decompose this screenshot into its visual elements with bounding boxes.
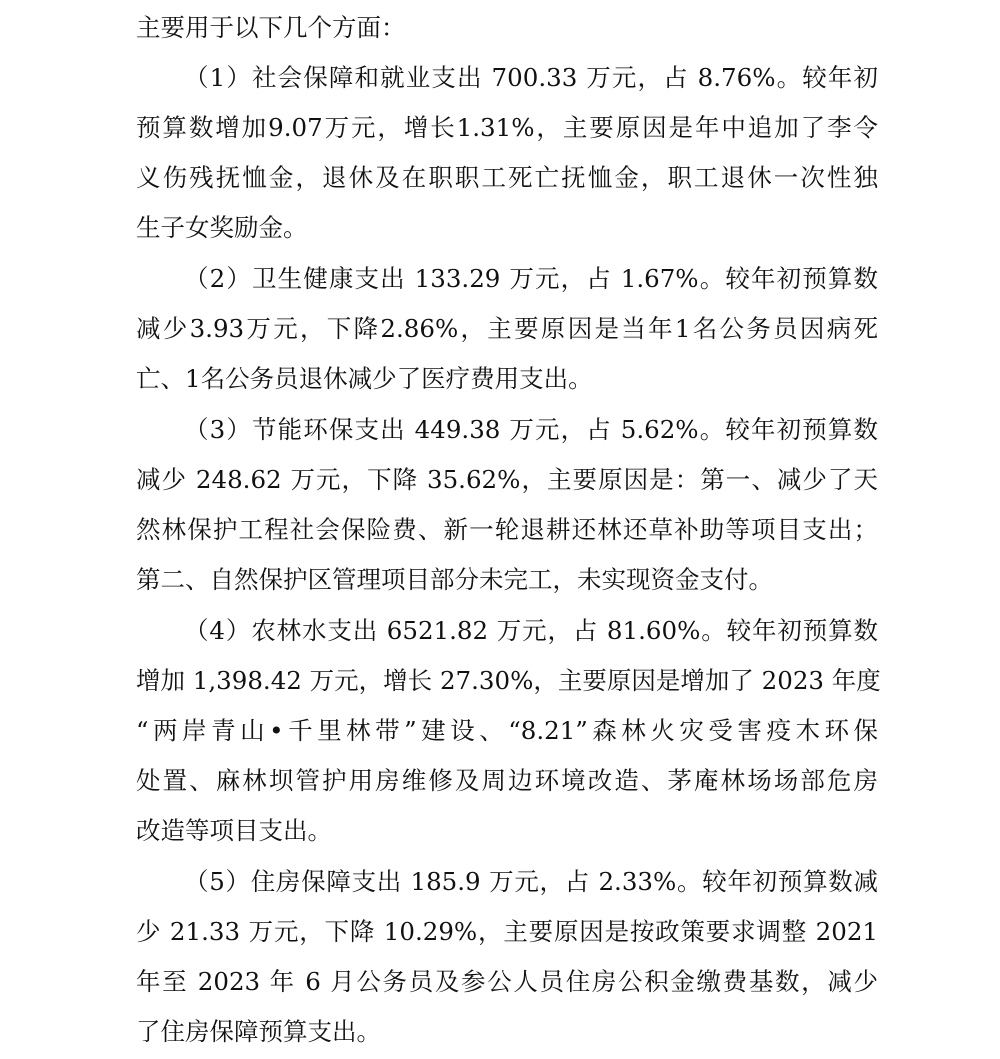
paragraph-line: 少 21.33 万元，下降 10.29%，主要原因是按政策要求调整 2021 <box>136 917 878 946</box>
paragraph-line: （3）节能环保支出 449.38 万元，占 5.62%。较年初预算数 <box>184 415 878 444</box>
paragraph-line: 减少3.93万元，下降2.86%，主要原因是当年1名公务员因病死 <box>136 314 878 343</box>
paragraph-line: 年至 2023 年 6 月公务员及参公人员住房公积金缴费基数，减少 <box>136 967 878 996</box>
paragraph-line: 第二、自然保护区管理项目部分未完工，未实现资金支付。 <box>136 565 773 594</box>
paragraph-line: 改造等项目支出。 <box>136 816 332 845</box>
paragraph-line: 亡、1名公务员退休减少了医疗费用支出。 <box>136 364 593 393</box>
paragraph-line: 预算数增加9.07万元，增长1.31%，主要原因是年中追加了李令 <box>136 113 878 142</box>
paragraph-line: 增加 1,398.42 万元，增长 27.30%，主要原因是增加了 2023 年度 <box>136 666 881 695</box>
paragraph-line: 然林保护工程社会保险费、新一轮退耕还林还草补助等项目支出； <box>136 515 878 544</box>
paragraph-line: （1）社会保障和就业支出 700.33 万元，占 8.76%。较年初 <box>184 63 878 92</box>
intro-line: 主要用于以下几个方面： <box>136 13 406 42</box>
paragraph-line: （4）农林水支出 6521.82 万元，占 81.60%。较年初预算数 <box>184 616 878 645</box>
paragraph-line: 减少 248.62 万元，下降 35.62%，主要原因是：第一、减少了天 <box>136 465 878 494</box>
paragraph-line: （2）卫生健康支出 133.29 万元，占 1.67%。较年初预算数 <box>184 264 878 293</box>
paragraph-line: “两岸青山•千里林带”建设、“8.21”森林火灾受害疫木环保 <box>136 716 878 745</box>
paragraph-line: （5）住房保障支出 185.9 万元，占 2.33%。较年初预算数减 <box>184 867 878 896</box>
paragraph-line: 生子女奖励金。 <box>136 213 308 242</box>
paragraph-line: 了住房保障预算支出。 <box>136 1017 381 1046</box>
paragraph-line: 义伤残抚恤金，退休及在职职工死亡抚恤金，职工退休一次性独 <box>136 163 878 192</box>
paragraph-line: 处置、麻林坝管护用房维修及周边环境改造、茅庵林场场部危房 <box>136 766 878 795</box>
